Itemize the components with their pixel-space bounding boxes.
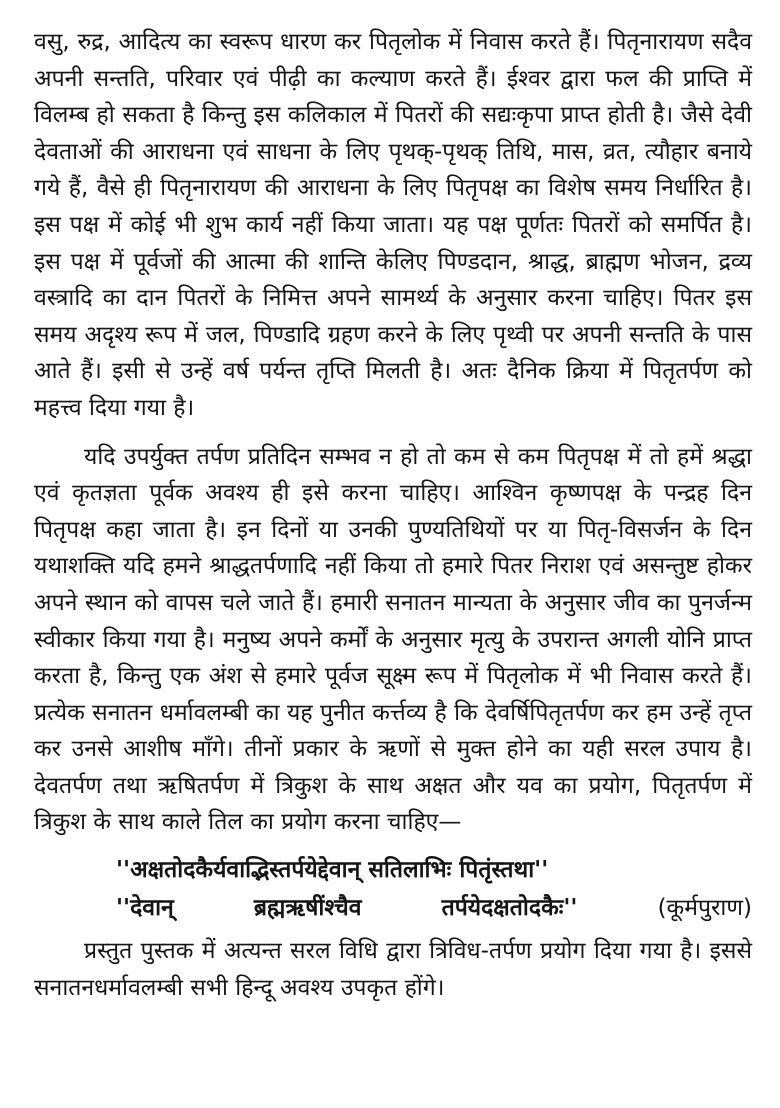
verse-line-2 <box>34 889 752 927</box>
paragraph-3: प्रस्तुत पुस्तक में अत्यन्त सरल विधि द्वारा त्रिविध-तर्पण प्रयोग दिया गया है। इससे सनातनधर्मावलम्बी सभी हिन्दू अवश्य उपकृत होंगे। <box>34 938 752 1001</box>
paragraph-2: यदि उपर्युक्त तर्पण प्रतिदिन सम्भव न हो तो कम से कम पितृपक्ष में तो हमें श्रद्धा एवं कृतज्ञता पूर्वक अवश्य ही इसे करना चाहिए। आश्विन कृष्णपक्ष के पन्द्रह दिन पितृपक्ष कहा जाता है। इन दिनों या उनकी पुण्यतिथियों पर या पितृ-विसर्जन के दिन यथाशक्ति यदि हमने श्राद्धतर्पणादि नहीं किया तो हमारे पितर निराश एवं असन्तुष्ट होकर अपने स्थान को वापस चले जाते हैं। हमारी सनातन मान्यता के अनुसार जीव का पुनर्जन्म स्वीकार किया गया है। मनुष्य अपने कर्मों के अनुसार मृत्यु के उपरान्त अगली योनि प्राप्त करता है, किन्तु एक अंश से हमारे पूर्वज सूक्ष्म रूप में पितृलोक में भी निवास करते हैं। प्रत्येक सनातन धर्मावलम्बी का यह पुनीत कर्त्तव्य है कि देवर्षिपितृतर्पण कर हम उन्हें तृप्त कर उनसे आशीष माँगे। तीनों प्रकार के ऋणों से मुक्त होने का यही सरल उपाय है। देवतर्पण तथा ऋषितर्पण में त्रिकुश के साथ अक्षत और यव का प्रयोग, पितृतर्पण में त्रिकुश के साथ काले तिल का प्रयोग करना चाहिए— <box>34 443 752 836</box>
verse-word-tarpayet: तर्पयेदक्षतोदकैः'' <box>441 895 578 922</box>
paragraph-1: वसु, रुद्र, आदित्य का स्वरूप धारण कर पितृलोक में निवास करते हैं। पितृनारायण सदैव अपनी सन्तति, परिवार एवं पीढ़ी का कल्याण करते हैं। ईश्वर द्वारा फल की प्राप्ति में विलम्ब हो सकता है किन्तु इस कलिकाल में पितरों की सद्यःकृपा प्राप्त होती है। जैसे देवी देवताओं की आराधना एवं साधना के लिए पृथक्-पृथक् तिथि, मास, व्रत, त्यौहार बनाये गये हैं, वैसे ही पितृनारायण की आराधना के लिए पितृपक्ष का विशेष समय निर्धारित है। इस पक्ष में कोई भी शुभ कार्य नहीं किया जाता। यह पक्ष पूर्णतः पितरों को समर्पित है। इस पक्ष में पूर्वजों की आत्मा की शान्ति केलिए पिण्डदान, श्राद्ध, ब्राह्मण भोजन, द्रव्य वस्त्रादि का दान पितरों के निमित्त अपने सामर्थ्य के अनुसार करना चाहिए। पितर इस समय अदृश्य रूप में जल, पिण्डादि ग्रहण करने के लिए पृथ्वी पर अपनी सन्तति के पास आते हैं। इसी से उन्हें वर्ष पर्यन्त तृप्ति मिलती है। अतः दैनिक क्रिया में पितृतर्पण को महत्त्व दिया गया है। <box>34 29 752 421</box>
verse-word-brahma: ब्रह्मऋषींश्चैव <box>253 895 362 922</box>
verse-line-1: ''अक्षतोदकैर्यवाद्भिस्तर्पयेद्देवान् सतिलाभिः पितृंस्तथा'' <box>116 857 549 884</box>
verse-source: (कूर्मपुराण) <box>657 895 752 922</box>
verse-word-devan: ''देवान् <box>116 895 174 922</box>
